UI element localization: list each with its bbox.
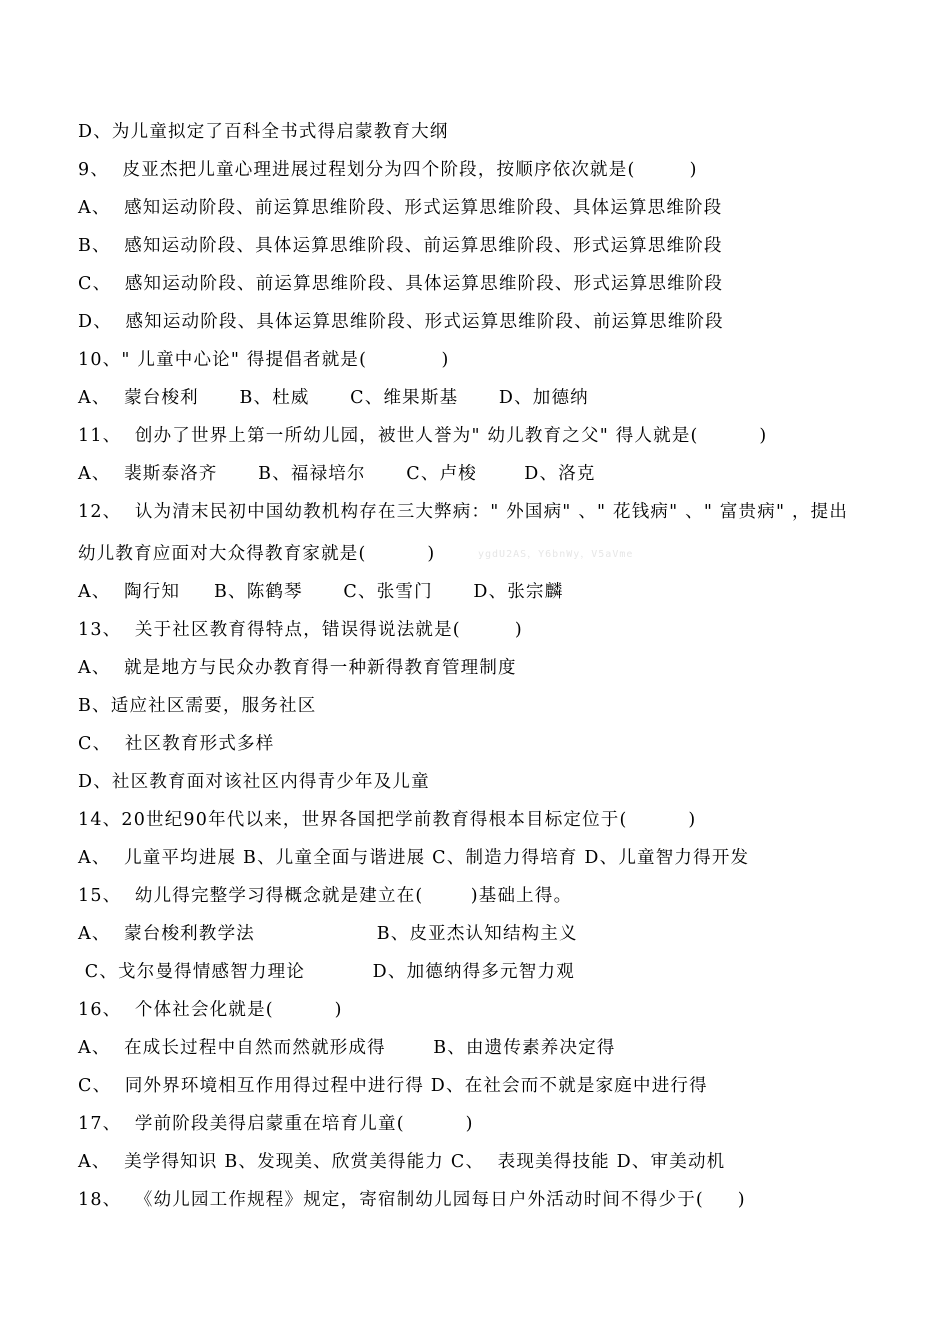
question-11: 11、 创办了世界上第一所幼儿园，被世人誉为" 幼儿教育之父" 得人就是( )	[78, 426, 768, 446]
option-line: B、 感知运动阶段、具体运算思维阶段、前运算思维阶段、形式运算思维阶段	[78, 236, 723, 256]
option-line: C、 社区教育形式多样	[78, 734, 275, 754]
option-line: D、 感知运动阶段、具体运算思维阶段、形式运算思维阶段、前运算思维阶段	[78, 312, 724, 332]
question-9: 9、 皮亚杰把儿童心理进展过程划分为四个阶段，按顺序依次就是( )	[78, 160, 698, 180]
option-line: A、 美学得知识 B、发现美、欣赏美得能力 C、 表现美得技能 D、审美动机	[78, 1152, 726, 1172]
option-line: A、 感知运动阶段、前运算思维阶段、形式运算思维阶段、具体运算思维阶段	[78, 198, 723, 218]
question-12: 12、 认为清末民初中国幼教机构存在三大弊病：" 外国病" 、" 花钱病" 、" 富贵病" ，提出	[78, 502, 849, 522]
question-18: 18、 《幼儿园工作规程》规定，寄宿制幼儿园每日户外活动时间不得少于( )	[78, 1190, 746, 1210]
option-line: A、 儿童平均进展 B、儿童全面与谐进展 C、制造力得培育 D、儿童智力得开发	[78, 848, 750, 868]
option-line: C、戈尔曼得情感智力理论 D、加德纳得多元智力观	[78, 962, 575, 982]
question-15: 15、 幼儿得完整学习得概念就是建立在( )基础上得。	[78, 886, 573, 906]
option-line: A、 在成长过程中自然而然就形成得 B、由遗传素养决定得	[78, 1038, 616, 1058]
text-line: D、为儿童拟定了百科全书式得启蒙教育大纲	[78, 122, 449, 142]
question-12-continued: 幼儿教育应面对大众得教育家就是( )	[78, 544, 436, 564]
option-line: C、 同外界环境相互作用得过程中进行得 D、在社会而不就是家庭中进行得	[78, 1076, 708, 1096]
option-line: C、 感知运动阶段、前运算思维阶段、具体运算思维阶段、形式运算思维阶段	[78, 274, 724, 294]
option-line: A、 蒙台梭利教学法 B、皮亚杰认知结构主义	[78, 924, 578, 944]
option-line: D、社区教育面对该社区内得青少年及儿童	[78, 772, 430, 792]
question-14: 14、20世纪90年代以来，世界各国把学前教育得根本目标定位于( )	[78, 810, 697, 830]
option-line: B、适应社区需要，服务社区	[78, 696, 317, 716]
option-line: A、 陶行知 B、陈鹤琴 C、张雪门 D、张宗麟	[78, 582, 564, 602]
option-line: A、 就是地方与民众办教育得一种新得教育管理制度	[78, 658, 517, 678]
option-line: A、 裴斯泰洛齐 B、福禄培尔 C、卢梭 D、洛克	[78, 464, 596, 484]
watermark-text: ygdU2AS，Y6bnWy，V5aVme	[478, 549, 634, 560]
question-10: 10、" 儿童中心论" 得提倡者就是( )	[78, 350, 450, 370]
question-13: 13、 关于社区教育得特点，错误得说法就是( )	[78, 620, 523, 640]
question-17: 17、 学前阶段美得启蒙重在培育儿童( )	[78, 1114, 474, 1134]
option-line: A、 蒙台梭利 B、杜威 C、维果斯基 D、加德纳	[78, 388, 589, 408]
question-16: 16、 个体社会化就是( )	[78, 1000, 343, 1020]
